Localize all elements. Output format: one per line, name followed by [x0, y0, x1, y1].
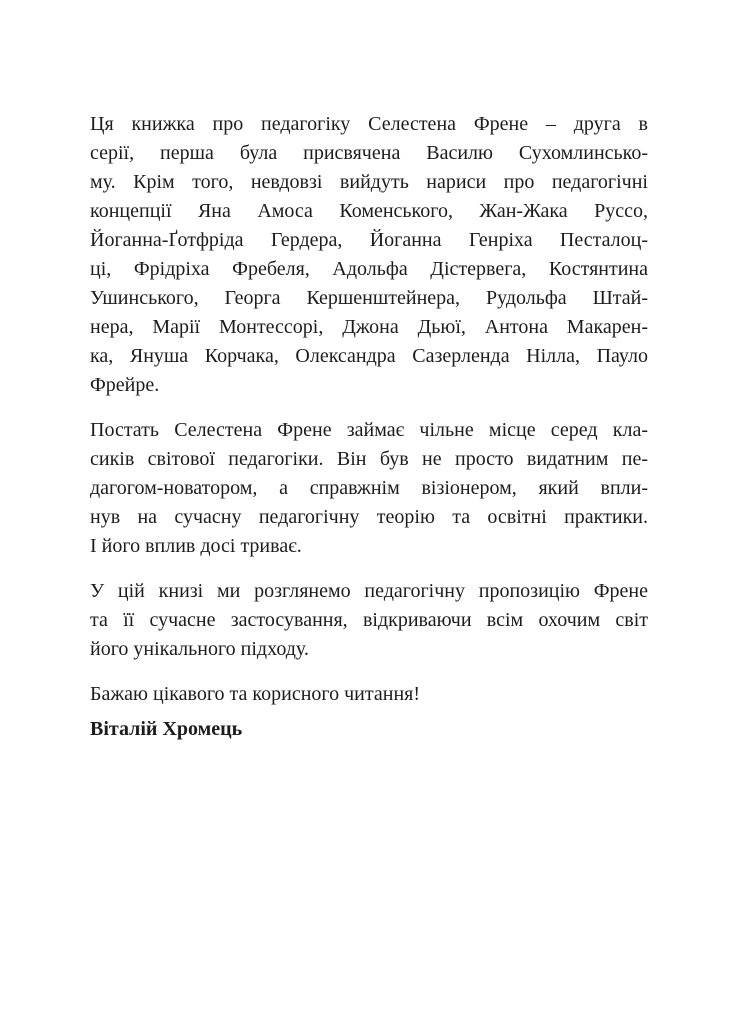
text-block — [90, 110, 648, 760]
text-line: Йоганна-Ґотфріда Гердера, Йоганна Генріха Песталоц- — [90, 229, 648, 251]
paragraph-intro — [90, 110, 648, 400]
text-line: дагогом-новатором, а справжнім візіонером, який впли- — [90, 477, 648, 499]
text-line: та її сучасне застосування, відкриваючи всім охочим світ — [90, 609, 648, 631]
text-line: Бажаю цікавого та корисного читання! — [90, 683, 420, 705]
paragraph-book — [90, 577, 648, 664]
text-line: сиків світової педагогіки. Він був не просто видатним пе- — [90, 448, 648, 470]
text-line: концепції Яна Амоса Коменського, Жан-Жака Руссо, — [90, 200, 648, 222]
text-line: Фрейре. — [90, 374, 160, 396]
text-line: му. Крім того, невдовзі вийдуть нариси про педагогічні — [90, 171, 648, 193]
text-line: Ця книжка про педагогіку Селестена Френе – друга в — [90, 113, 648, 135]
paragraph-signature — [90, 715, 648, 744]
text-line: серії, перша була присвячена Василю Сухомлинсько- — [90, 142, 648, 164]
text-line: Ушинського, Георга Кершенштейнера, Рудольфа Штай- — [90, 287, 648, 309]
text-line: нера, Марії Монтессорі, Джона Дьюї, Антона Макарен- — [90, 316, 648, 338]
paragraph-figure — [90, 416, 648, 561]
text-line: ці, Фрідріха Фребеля, Адольфа Дістервега, Костянтина — [90, 258, 648, 280]
text-line: І його вплив досі триває. — [90, 535, 302, 557]
text-line: нув на сучасну педагогічну теорію та освітні практики. — [90, 506, 648, 528]
text-line: Постать Селестена Френе займає чільне місце серед кла- — [90, 419, 648, 441]
text-line: Віталій Хромець — [90, 718, 243, 740]
text-line: ка, Януша Корчака, Олександра Сазерленда Нілла, Пауло — [90, 345, 648, 367]
text-line: його унікального підходу. — [90, 638, 309, 660]
text-line: У цій книзі ми розглянемо педагогічну пропозицію Френе — [90, 580, 648, 602]
paragraph-wish — [90, 680, 648, 709]
